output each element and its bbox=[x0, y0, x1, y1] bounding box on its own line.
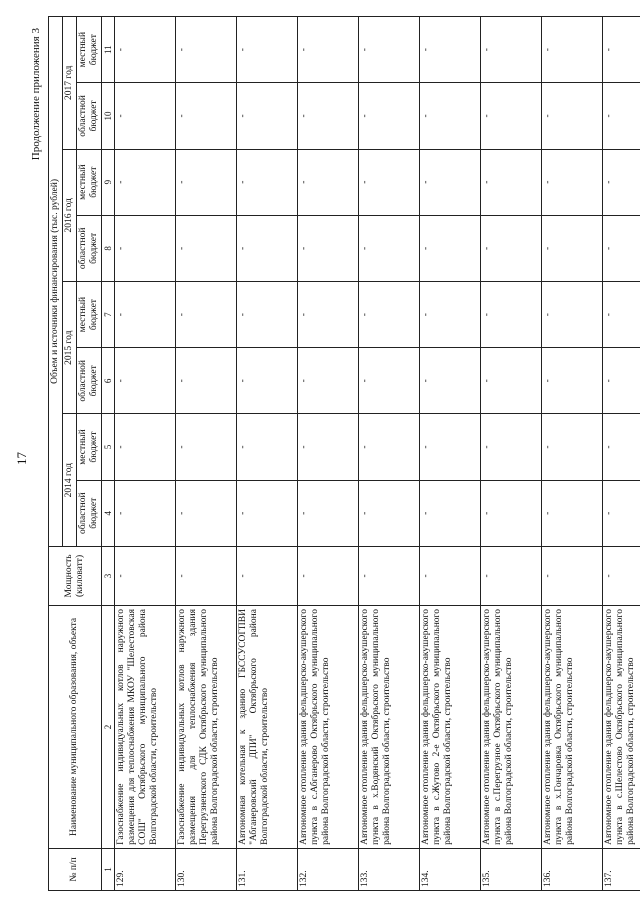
column-index: 1 bbox=[101, 848, 114, 890]
value-2015-local: - bbox=[237, 281, 298, 347]
row-number: 134. bbox=[420, 848, 481, 890]
power-value: - bbox=[359, 546, 420, 605]
value-2017-local: - bbox=[603, 17, 640, 83]
column-index: 4 bbox=[101, 480, 114, 546]
value-2016-local: - bbox=[481, 149, 542, 215]
row-number: 136. bbox=[542, 848, 603, 890]
table-row bbox=[420, 17, 481, 891]
value-2017-local: - bbox=[542, 17, 603, 83]
value-2016-local: - bbox=[603, 149, 640, 215]
value-2014-local: - bbox=[420, 414, 481, 480]
column-index: 10 bbox=[101, 83, 114, 149]
value-2017-regional: - bbox=[603, 83, 640, 149]
value-2016-local: - bbox=[176, 149, 237, 215]
table-row bbox=[481, 17, 542, 891]
header-regional-budget: областной бюджет bbox=[76, 83, 101, 149]
value-2015-regional: - bbox=[298, 348, 359, 414]
value-2015-regional: - bbox=[176, 348, 237, 414]
value-2014-local: - bbox=[603, 414, 640, 480]
column-index: 2 bbox=[101, 606, 114, 849]
value-2017-regional: - bbox=[237, 83, 298, 149]
power-value: - bbox=[481, 546, 542, 605]
value-2014-local: - bbox=[237, 414, 298, 480]
value-2016-regional: - bbox=[420, 215, 481, 281]
value-2014-regional: - bbox=[237, 480, 298, 546]
header-regional-budget: областной бюджет bbox=[76, 348, 101, 414]
value-2017-local: - bbox=[115, 17, 176, 83]
value-2014-regional: - bbox=[420, 480, 481, 546]
value-2017-regional: - bbox=[115, 83, 176, 149]
value-2014-regional: - bbox=[542, 480, 603, 546]
object-name: Автономное отопление здания фельдшерско-акушерского пункта в с.Жутово 2-е Октябрьского муниципального района Волгоградской области, строительство bbox=[420, 606, 481, 849]
row-number: 133. bbox=[359, 848, 420, 890]
object-name: Автономное отопление здания фельдшерско-акушерского пункта в х.Гончаровка Октябрьского муниципального района Волгоградской области, строительство bbox=[542, 606, 603, 849]
value-2016-regional: - bbox=[359, 215, 420, 281]
value-2015-local: - bbox=[359, 281, 420, 347]
value-2017-local: - bbox=[176, 17, 237, 83]
header-year-2014: 2014 год bbox=[62, 414, 76, 546]
header-funding: Объем и источники финансирования (тыс. рублей) bbox=[49, 17, 63, 547]
column-index: 9 bbox=[101, 149, 114, 215]
table-row bbox=[298, 17, 359, 891]
value-2015-local: - bbox=[420, 281, 481, 347]
value-2016-regional: - bbox=[542, 215, 603, 281]
value-2016-regional: - bbox=[481, 215, 542, 281]
value-2015-regional: - bbox=[237, 348, 298, 414]
value-2017-regional: - bbox=[542, 83, 603, 149]
object-name: Автономное отопление здания фельдшерско-акушерского пункта в с.Шелестово Октябрьского муниципального района Волгоградской области, строительство bbox=[603, 606, 640, 849]
header-year-2016: 2016 год bbox=[62, 149, 76, 281]
table-row bbox=[542, 17, 603, 891]
object-name: Газоснабжение индивидуальных котлов наружного размещения для теплоснабжения здания Перегрузненского СДК Октябрьского муниципального района Волгоградской области, строительство bbox=[176, 606, 237, 849]
value-2016-local: - bbox=[542, 149, 603, 215]
value-2016-local: - bbox=[237, 149, 298, 215]
value-2014-local: - bbox=[298, 414, 359, 480]
column-index: 7 bbox=[101, 281, 114, 347]
value-2014-local: - bbox=[115, 414, 176, 480]
value-2015-local: - bbox=[481, 281, 542, 347]
value-2016-local: - bbox=[115, 149, 176, 215]
power-value: - bbox=[603, 546, 640, 605]
value-2016-regional: - bbox=[237, 215, 298, 281]
value-2017-local: - bbox=[481, 17, 542, 83]
power-value: - bbox=[176, 546, 237, 605]
value-2017-local: - bbox=[298, 17, 359, 83]
value-2014-regional: - bbox=[359, 480, 420, 546]
column-index: 3 bbox=[101, 546, 114, 605]
value-2017-local: - bbox=[359, 17, 420, 83]
header-regional-budget: областной бюджет bbox=[76, 215, 101, 281]
header-regional-budget: областной бюджет bbox=[76, 480, 101, 546]
object-name: Автономное отопление здания фельдшерско-акушерского пункта в х.Водянский Октябрьского муниципального района Волгоградской области, строительство bbox=[359, 606, 420, 849]
value-2015-regional: - bbox=[359, 348, 420, 414]
object-name: Автономное отопление здания фельдшерско-акушерского пункта в с.Перегрузное Октябрьского муниципального района Волгоградской области, строительство bbox=[481, 606, 542, 849]
value-2016-regional: - bbox=[115, 215, 176, 281]
value-2016-regional: - bbox=[176, 215, 237, 281]
value-2015-local: - bbox=[298, 281, 359, 347]
row-number: 132. bbox=[298, 848, 359, 890]
value-2014-local: - bbox=[481, 414, 542, 480]
header-year-2015: 2015 год bbox=[62, 281, 76, 413]
value-2016-regional: - bbox=[298, 215, 359, 281]
financing-table bbox=[48, 16, 640, 891]
power-value: - bbox=[420, 546, 481, 605]
value-2016-local: - bbox=[298, 149, 359, 215]
value-2014-regional: - bbox=[115, 480, 176, 546]
table-row bbox=[115, 17, 176, 891]
power-value: - bbox=[237, 546, 298, 605]
column-index: 5 bbox=[101, 414, 114, 480]
header-local-budget: местный бюджет bbox=[76, 414, 101, 480]
page-number: 17 bbox=[14, 452, 29, 465]
value-2017-regional: - bbox=[176, 83, 237, 149]
power-value: - bbox=[298, 546, 359, 605]
value-2017-regional: - bbox=[359, 83, 420, 149]
header-local-budget: местный бюджет bbox=[76, 149, 101, 215]
power-value: - bbox=[542, 546, 603, 605]
header-local-budget: местный бюджет bbox=[76, 17, 101, 83]
value-2015-regional: - bbox=[115, 348, 176, 414]
value-2016-local: - bbox=[420, 149, 481, 215]
header-local-budget: местный бюджет bbox=[76, 281, 101, 347]
value-2015-regional: - bbox=[481, 348, 542, 414]
row-number: 135. bbox=[481, 848, 542, 890]
table-row bbox=[237, 17, 298, 891]
value-2014-regional: - bbox=[481, 480, 542, 546]
value-2016-local: - bbox=[359, 149, 420, 215]
row-number: 131. bbox=[237, 848, 298, 890]
table-row bbox=[359, 17, 420, 891]
row-number: 137. bbox=[603, 848, 640, 890]
value-2015-local: - bbox=[115, 281, 176, 347]
table-row bbox=[176, 17, 237, 891]
value-2017-regional: - bbox=[481, 83, 542, 149]
row-number: 130. bbox=[176, 848, 237, 890]
table-row bbox=[603, 17, 640, 891]
header-year-2017: 2017 год bbox=[62, 17, 76, 150]
column-index: 11 bbox=[101, 17, 114, 83]
row-number: 129. bbox=[115, 848, 176, 890]
value-2015-regional: - bbox=[420, 348, 481, 414]
value-2014-regional: - bbox=[603, 480, 640, 546]
header-power: Мощность (киловатт) bbox=[49, 546, 102, 605]
object-name: Автономная котельная к зданию ГБССУСОГПВИ "Абганеровский ДПИ" Октябрьского района Волгоградской области, строительство bbox=[237, 606, 298, 849]
power-value: - bbox=[115, 546, 176, 605]
value-2017-local: - bbox=[420, 17, 481, 83]
value-2015-local: - bbox=[176, 281, 237, 347]
continuation-label: Продолжение приложения 3 bbox=[30, 28, 42, 161]
header-name: Наименование муниципального образования, объекта bbox=[49, 606, 102, 849]
value-2014-local: - bbox=[176, 414, 237, 480]
value-2014-local: - bbox=[359, 414, 420, 480]
object-name: Газоснабжение индивидуальных котлов наружного размещения для теплоснабжения МКОУ "Шелестовская СОШ" Октябрьского муниципального района Волгоградской области, строительство bbox=[115, 606, 176, 849]
value-2015-regional: - bbox=[603, 348, 640, 414]
table-body bbox=[115, 17, 640, 891]
value-2015-regional: - bbox=[542, 348, 603, 414]
object-name: Автономное отопление здания фельдшерско-акушерского пункта в с.Абганерово Октябрьского муниципального района Волгоградской области, строительство bbox=[298, 606, 359, 849]
value-2015-local: - bbox=[542, 281, 603, 347]
value-2017-regional: - bbox=[420, 83, 481, 149]
value-2015-local: - bbox=[603, 281, 640, 347]
column-index: 8 bbox=[101, 215, 114, 281]
column-index: 6 bbox=[101, 348, 114, 414]
value-2016-regional: - bbox=[603, 215, 640, 281]
value-2014-regional: - bbox=[176, 480, 237, 546]
value-2017-regional: - bbox=[298, 83, 359, 149]
value-2014-local: - bbox=[542, 414, 603, 480]
value-2014-regional: - bbox=[298, 480, 359, 546]
header-num: № п/п bbox=[49, 848, 102, 890]
value-2017-local: - bbox=[237, 17, 298, 83]
